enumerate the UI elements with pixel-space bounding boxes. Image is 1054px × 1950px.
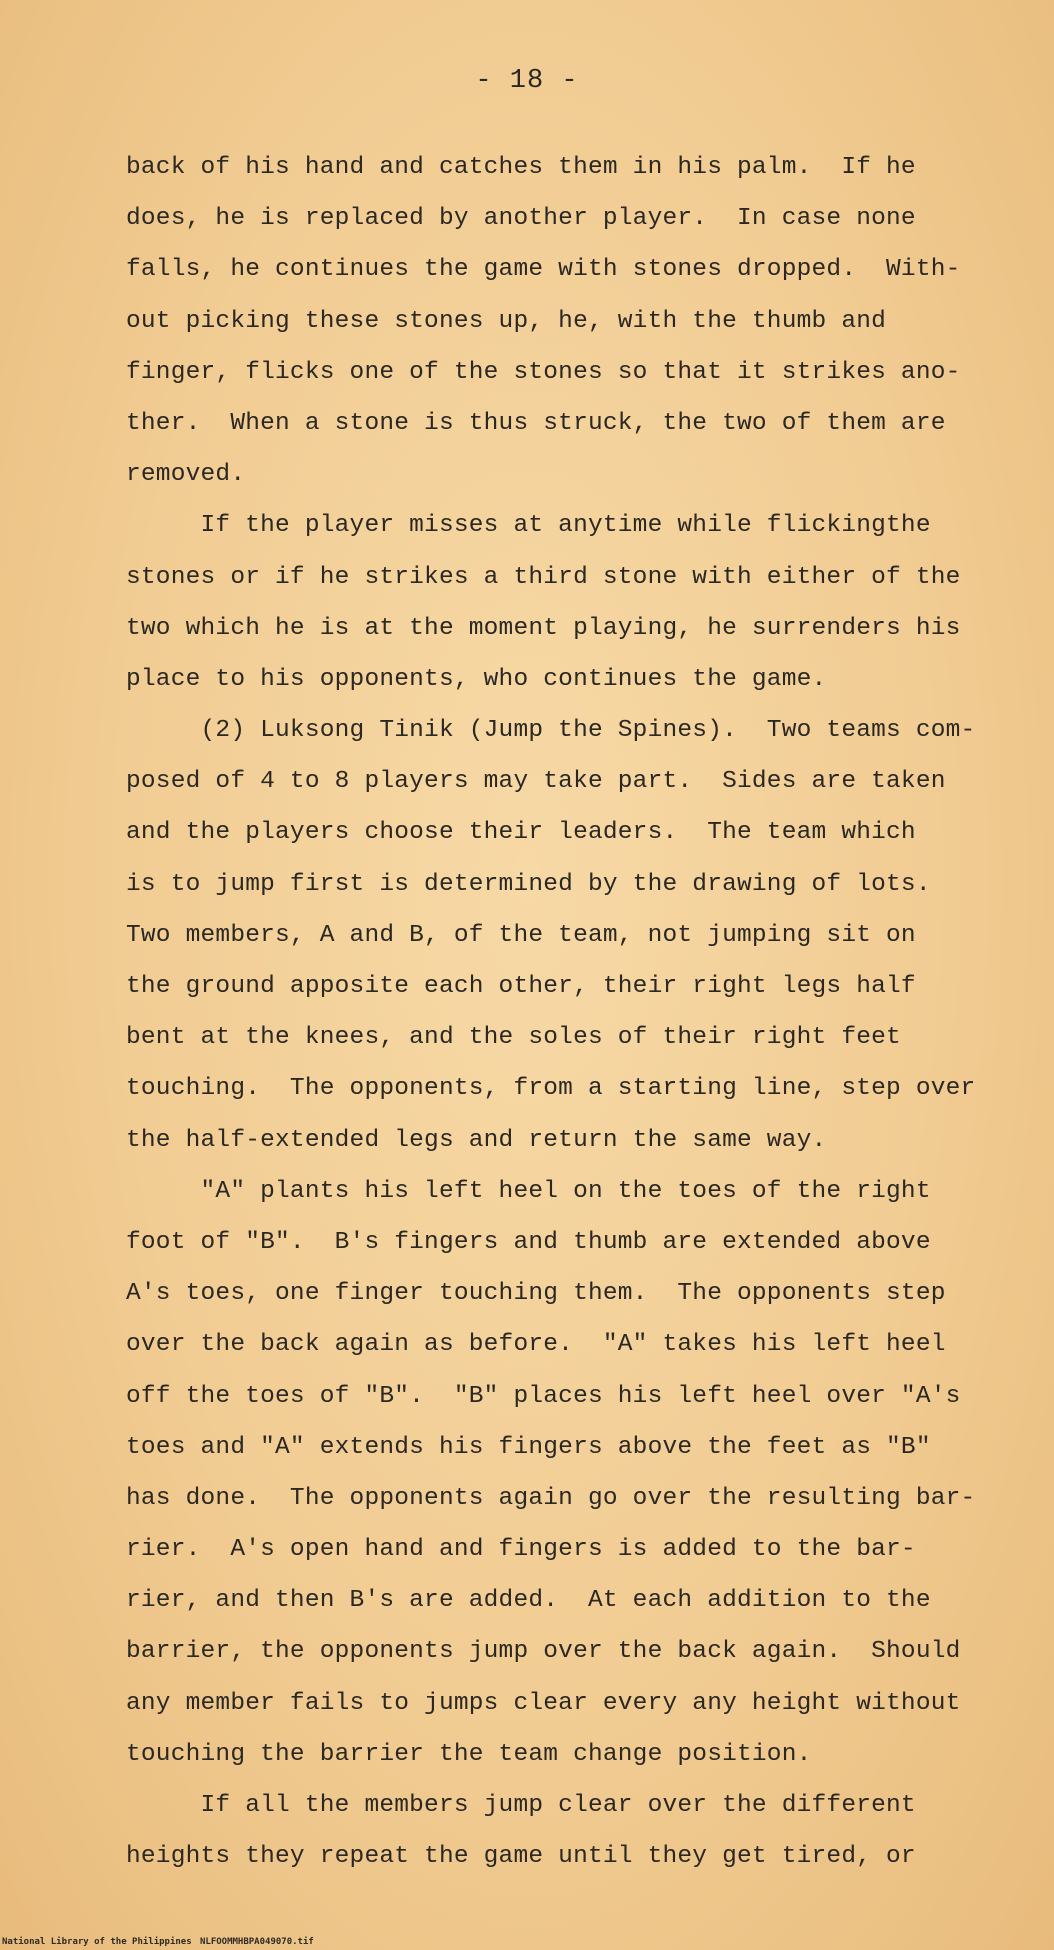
text-line: "A" plants his left heel on the toes of the right [126,1177,931,1205]
text-line: any member fails to jumps clear every any height without [126,1689,961,1717]
text-line: touching. The opponents, from a starting line, step over [126,1075,976,1103]
text-line: and the players choose their leaders. The team which [126,819,916,847]
text-line: A's toes, one finger touching them. The opponents step [126,1280,946,1308]
text-line: touching the barrier the team change position. [126,1740,812,1768]
text-line: over the back again as before. "A" takes his left heel [126,1331,946,1359]
text-line: off the toes of "B". "B" places his left heel over "A's [126,1382,961,1410]
file-id: NLFOOMMHBPA049070.tif [200,1937,314,1947]
text-line: has done. The opponents again go over the resulting bar- [126,1484,976,1512]
text-line: posed of 4 to 8 players may take part. Sides are taken [126,768,946,796]
text-line: (2) Luksong Tinik (Jump the Spines). Two teams com- [126,717,976,745]
text-line: rier, and then B's are added. At each addition to the [126,1587,931,1615]
body-text [126,142,1006,1882]
text-line: If the player misses at anytime while flickingthe [126,512,931,540]
text-line: does, he is replaced by another player. In case none [126,205,916,233]
page-number: - 18 - [475,66,579,96]
text-line: is to jump first is determined by the drawing of lots. [126,870,931,898]
text-line: two which he is at the moment playing, he surrenders his [126,614,961,642]
text-line: barrier, the opponents jump over the back again. Should [126,1638,961,1666]
text-line: falls, he continues the game with stones dropped. With- [126,256,961,284]
library-credit: National Library of the Philippines [2,1937,192,1947]
text-line: back of his hand and catches them in his palm. If he [126,154,916,181]
text-line: the half-extended legs and return the same way. [126,1126,827,1154]
text-line: out picking these stones up, he, with the thumb and [126,307,887,335]
text-line: foot of "B". B's fingers and thumb are extended above [126,1228,931,1256]
text-line: toes and "A" extends his fingers above the feet as "B" [126,1433,931,1461]
text-line: ther. When a stone is thus struck, the two of them are [126,409,946,437]
text-line: removed. [126,461,246,489]
text-line: place to his opponents, who continues the game. [126,665,827,693]
text-line: the ground apposite each other, their right legs half [126,973,916,1000]
scan-footer [0,1937,1054,1950]
text-line: stones or if he strikes a third stone with either of the [126,563,961,591]
text-line: rier. A's open hand and fingers is added to the bar- [126,1536,916,1564]
text-line: If all the members jump clear over the different [126,1792,916,1819]
text-line: heights they repeat the game until they get tired, or [126,1843,916,1871]
text-line: Two members, A and B, of the team, not jumping sit on [126,921,916,949]
text-line: bent at the knees, and the soles of their right feet [126,1024,901,1052]
text-line: finger, flicks one of the stones so that it strikes ano- [126,358,961,386]
